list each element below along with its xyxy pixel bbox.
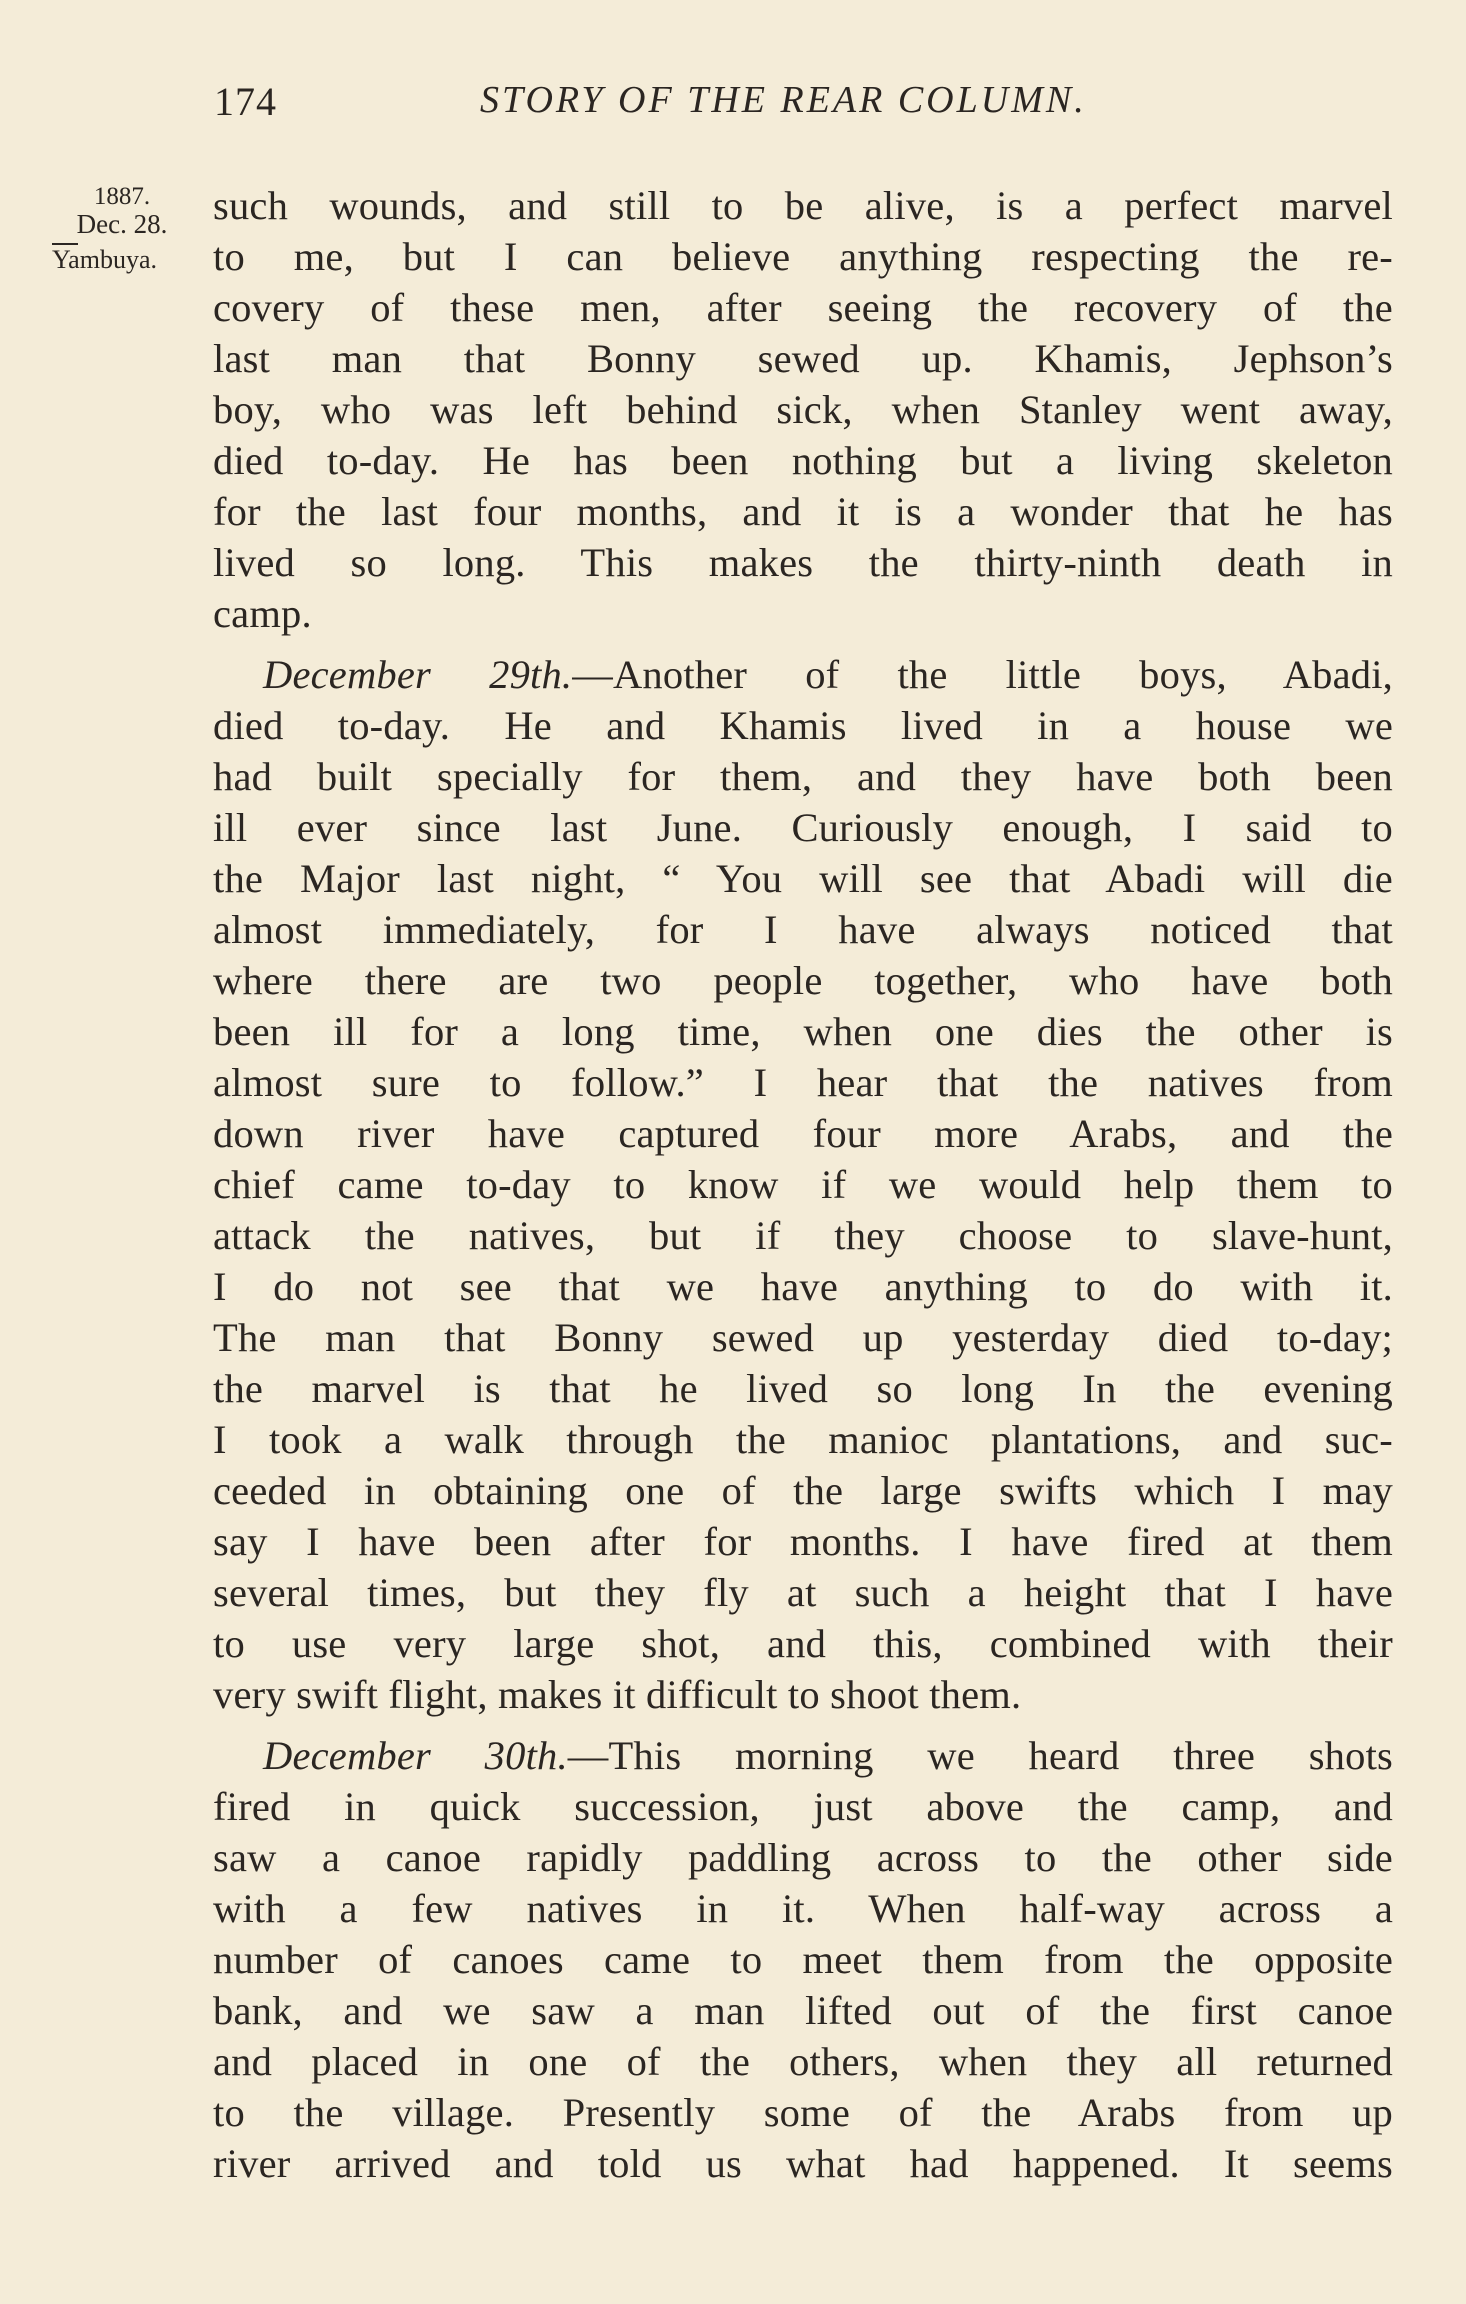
text-line: river arrived and told us what had happened. It seems: [213, 2141, 1393, 2186]
text-line: such wounds, and still to be alive, is a perfect marvel: [213, 183, 1393, 228]
text-line: covery of these men, after seeing the recovery of the: [213, 285, 1393, 330]
text-line: been ill for a long time, when one dies the other is: [213, 1009, 1393, 1054]
diary-entry-first-line: [213, 649, 1393, 700]
text-line: several times, but they fly at such a height that I have: [213, 1570, 1393, 1615]
text-line: chief came to-day to know if we would help them to: [213, 1162, 1393, 1207]
text-line: I took a walk through the manioc plantations, and suc-: [213, 1417, 1393, 1462]
text-line: ceeded in obtaining one of the large swifts which I may: [213, 1468, 1393, 1513]
margin-year: 1887.: [93, 183, 151, 210]
text-line: with a few natives in it. When half-way across a: [213, 1886, 1393, 1931]
text-line: The man that Bonny sewed up yesterday died to-day;: [213, 1315, 1393, 1360]
entry-text: —Another of the little boys, Abadi,: [572, 652, 1394, 697]
text-line: number of canoes came to meet them from the opposite: [213, 1937, 1393, 1982]
text-line: for the last four months, and it is a wonder that he has: [213, 489, 1393, 534]
text-line: and placed in one of the others, when they all returned: [213, 2039, 1393, 2084]
margin-place: Yambuya.: [52, 245, 157, 274]
text-line: fired in quick succession, just above the camp, and: [213, 1784, 1393, 1829]
text-line: the marvel is that he lived so long In the evening: [213, 1366, 1393, 1411]
text-line: say I have been after for months. I have fired at them: [213, 1519, 1393, 1564]
text-line: almost sure to follow.” I hear that the natives from: [213, 1060, 1393, 1105]
entry-date: December 29th.: [263, 652, 573, 697]
text-line: lived so long. This makes the thirty-ninth death in: [213, 540, 1393, 585]
entry-date: December 30th.: [263, 1733, 568, 1778]
running-title: STORY OF THE REAR COLUMN.: [480, 79, 1087, 121]
text-line: died to-day. He and Khamis lived in a house we: [213, 703, 1393, 748]
entry-text: —This morning we heard three shots: [567, 1733, 1393, 1778]
text-line: almost immediately, for I have always noticed that: [213, 907, 1393, 952]
text-line: died to-day. He has been nothing but a living skeleton: [213, 438, 1393, 483]
text-line: to the village. Presently some of the Arabs from up: [213, 2090, 1393, 2135]
text-line: saw a canoe rapidly paddling across to the other side: [213, 1835, 1393, 1880]
text-line: down river have captured four more Arabs, and the: [213, 1111, 1393, 1156]
text-line: very swift flight, makes it difficult to shoot them.: [213, 1672, 1022, 1717]
text-line: attack the natives, but if they choose to slave-hunt,: [213, 1213, 1393, 1258]
margin-note: [52, 184, 192, 273]
text-line: I do not see that we have anything to do with it.: [213, 1264, 1393, 1309]
text-line: boy, who was left behind sick, when Stanley went away,: [213, 387, 1393, 432]
text-line: to me, but I can believe anything respecting the re-: [213, 234, 1393, 279]
text-line: the Major last night, “ You will see that Abadi will die: [213, 856, 1393, 901]
page-number: 174: [214, 79, 277, 124]
text-line: ill ever since last June. Curiously enough, I said to: [213, 805, 1393, 850]
diary-entry-first-line: [213, 1730, 1393, 1781]
text-line: camp.: [213, 591, 312, 636]
margin-date: Dec. 28.: [76, 209, 168, 239]
text-line: to use very large shot, and this, combined with their: [213, 1621, 1393, 1666]
text-line: bank, and we saw a man lifted out of the first canoe: [213, 1988, 1393, 2033]
body-text: [213, 180, 1393, 2189]
text-line: last man that Bonny sewed up. Khamis, Jephson’s: [213, 336, 1393, 381]
text-line: had built specially for them, and they have both been: [213, 754, 1393, 799]
text-line: where there are two people together, who have both: [213, 958, 1393, 1003]
